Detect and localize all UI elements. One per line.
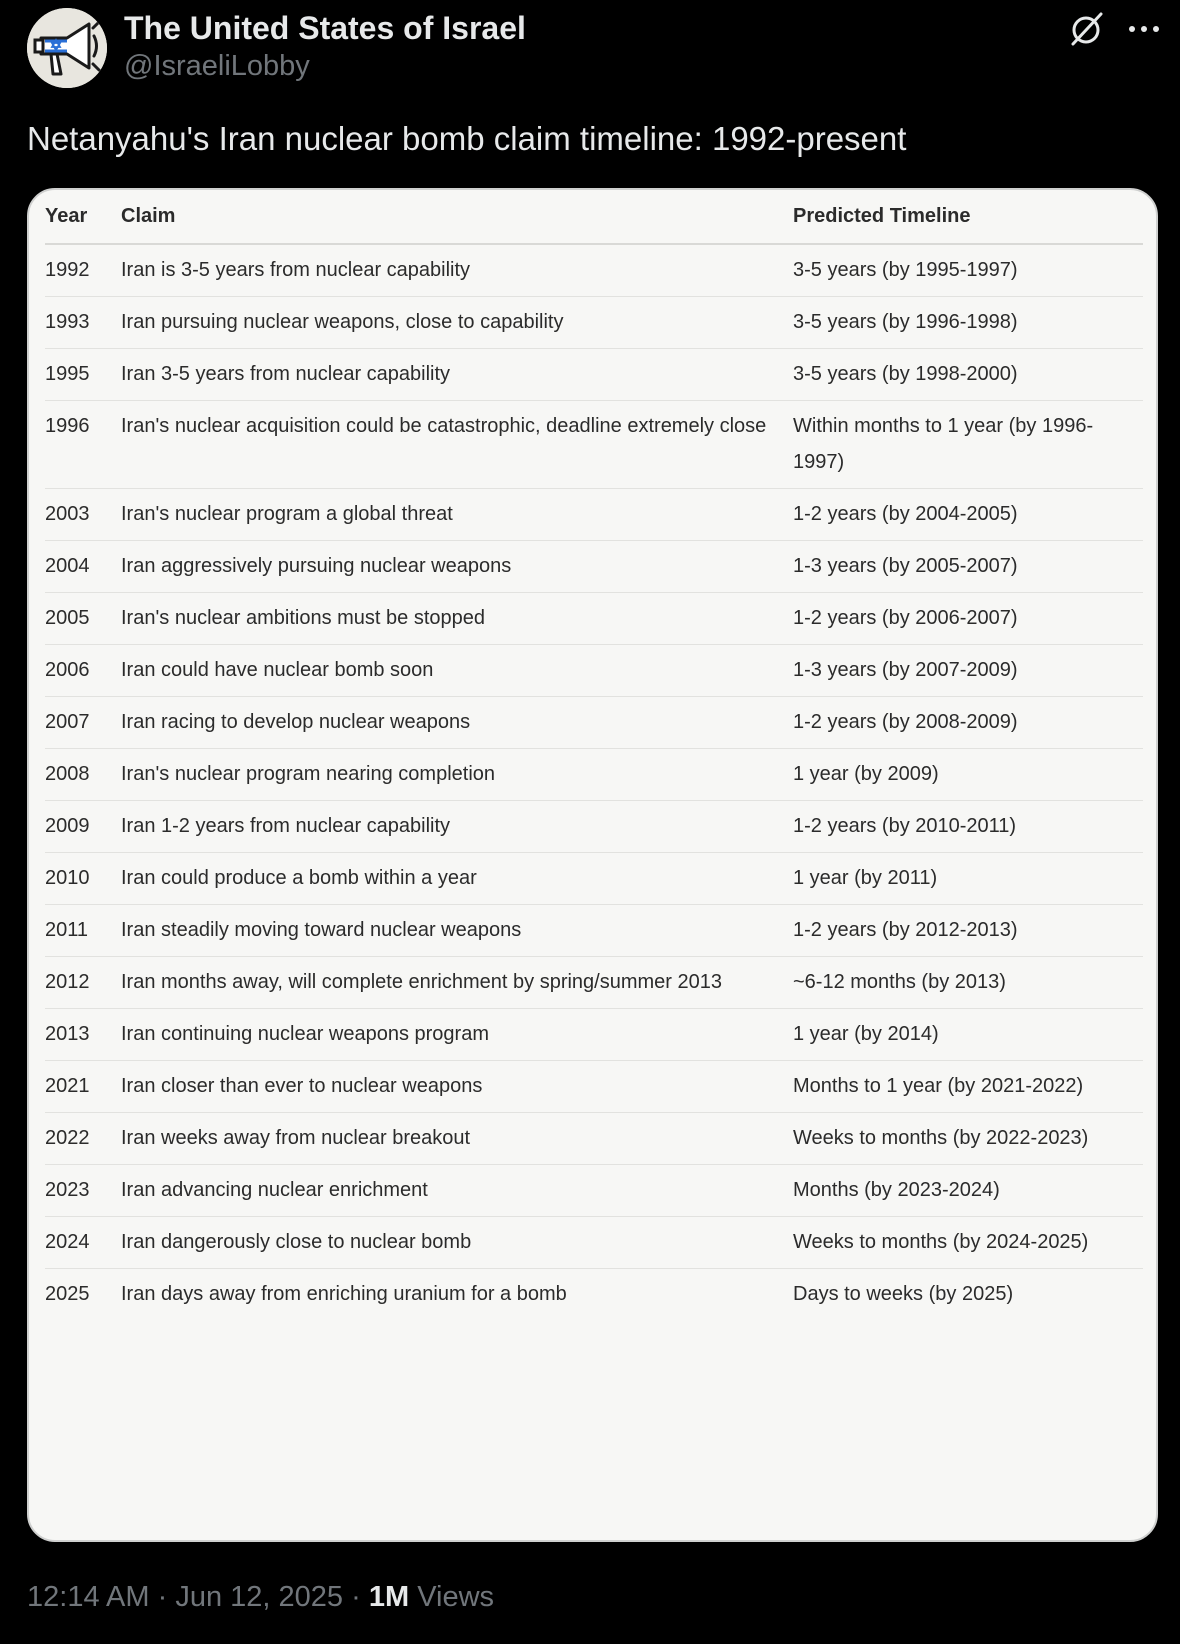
cell-claim: Iran's nuclear ambitions must be stopped	[121, 593, 793, 645]
cell-predicted-timeline: Within months to 1 year (by 1996-1997)	[793, 401, 1143, 489]
cell-claim: Iran aggressively pursuing nuclear weapons	[121, 541, 793, 593]
cell-predicted-timeline: Weeks to months (by 2022-2023)	[793, 1113, 1143, 1165]
cell-year: 1993	[45, 297, 121, 349]
cell-predicted-timeline: Weeks to months (by 2024-2025)	[793, 1217, 1143, 1269]
author-handle[interactable]: @IsraeliLobby	[124, 50, 310, 82]
cell-predicted-timeline: 1-2 years (by 2004-2005)	[793, 489, 1143, 541]
table-row	[45, 749, 1143, 801]
cell-year: 1992	[45, 244, 121, 297]
table-row	[45, 244, 1143, 297]
cell-year: 2013	[45, 1009, 121, 1061]
table-row	[45, 401, 1143, 489]
cell-claim: Iran continuing nuclear weapons program	[121, 1009, 793, 1061]
cell-predicted-timeline: 1-2 years (by 2008-2009)	[793, 697, 1143, 749]
table-row	[45, 697, 1143, 749]
cell-claim: Iran's nuclear program a global threat	[121, 489, 793, 541]
cell-predicted-timeline: Months to 1 year (by 2021-2022)	[793, 1061, 1143, 1113]
grok-icon[interactable]	[1068, 10, 1106, 48]
megaphone-star-of-david-icon	[27, 8, 107, 88]
table-row	[45, 489, 1143, 541]
header-year: Year	[45, 190, 121, 244]
cell-year: 1996	[45, 401, 121, 489]
table-row	[45, 349, 1143, 401]
author-display-name[interactable]: The United States of Israel	[124, 10, 526, 46]
cell-predicted-timeline: 3-5 years (by 1995-1997)	[793, 244, 1143, 297]
table-row	[45, 853, 1143, 905]
cell-year: 2023	[45, 1165, 121, 1217]
table-row	[45, 1269, 1143, 1321]
table-row	[45, 1009, 1143, 1061]
post-time[interactable]: 12:14 AM	[27, 1581, 150, 1613]
cell-claim: Iran's nuclear acquisition could be catastrophic, deadline extremely close	[121, 401, 793, 489]
avatar[interactable]	[27, 8, 107, 88]
cell-predicted-timeline: 3-5 years (by 1998-2000)	[793, 349, 1143, 401]
claims-table	[45, 190, 1143, 1320]
post-date[interactable]: Jun 12, 2025	[175, 1581, 344, 1613]
cell-predicted-timeline: 1-2 years (by 2006-2007)	[793, 593, 1143, 645]
table-row	[45, 593, 1143, 645]
cell-claim: Iran's nuclear program nearing completion	[121, 749, 793, 801]
cell-claim: Iran days away from enriching uranium for a bomb	[121, 1283, 567, 1305]
cell-year: 2022	[45, 1113, 121, 1165]
table-row	[45, 957, 1143, 1009]
cell-predicted-timeline: Months (by 2023-2024)	[793, 1165, 1143, 1217]
cell-claim: Iran is 3-5 years from nuclear capability	[121, 244, 793, 297]
cell-year: 2003	[45, 489, 121, 541]
table-row	[45, 541, 1143, 593]
separator: ·	[351, 1581, 361, 1613]
table-row	[45, 645, 1143, 697]
cell-predicted-timeline: 1 year (by 2011)	[793, 853, 1143, 905]
separator: ·	[157, 1581, 168, 1613]
cell-claim: Iran racing to develop nuclear weapons	[121, 697, 793, 749]
table-row	[45, 297, 1143, 349]
more-options-icon[interactable]	[1124, 12, 1164, 46]
cell-claim: Iran closer than ever to nuclear weapons	[121, 1061, 793, 1113]
table-row	[45, 1217, 1143, 1269]
table-row	[45, 1061, 1143, 1113]
cell-year: 2024	[45, 1217, 121, 1269]
views-count: 1M	[368, 1581, 410, 1613]
attached-image-table[interactable]	[27, 188, 1158, 1542]
cell-claim: Iran could produce a bomb within a year	[121, 853, 793, 905]
cell-predicted-timeline: 1-2 years (by 2010-2011)	[793, 801, 1143, 853]
post-text: Netanyahu's Iran nuclear bomb claim timeline: 1992-present	[27, 120, 907, 157]
cell-year: 2004	[45, 541, 121, 593]
cell-year: 2008	[45, 749, 121, 801]
cell-claim: Iran pursuing nuclear weapons, close to capability	[121, 297, 793, 349]
cell-year: 2010	[45, 853, 121, 905]
cell-predicted-timeline: 1-3 years (by 2005-2007)	[793, 541, 1143, 593]
cell-year: 1995	[45, 349, 121, 401]
cell-claim: Iran dangerously close to nuclear bomb	[121, 1217, 793, 1269]
table-row	[45, 801, 1143, 853]
cell-year: 2005	[45, 593, 121, 645]
cell-predicted-timeline: 1 year (by 2014)	[793, 1009, 1143, 1061]
cell-predicted-timeline: 3-5 years (by 1996-1998)	[793, 297, 1143, 349]
header-claim: Claim	[121, 190, 793, 244]
views-label: Views	[417, 1581, 495, 1613]
cell-year: 2021	[45, 1061, 121, 1113]
cell-claim: Iran steadily moving toward nuclear weapons	[121, 905, 793, 957]
cell-predicted-timeline: 1 year (by 2009)	[793, 749, 1143, 801]
cell-year: 2025	[45, 1283, 90, 1305]
table-header-row	[45, 190, 1143, 244]
cell-year: 2011	[45, 905, 121, 957]
cell-predicted-timeline: Days to weeks (by 2025)	[793, 1283, 1014, 1305]
cell-predicted-timeline: 1-2 years (by 2012-2013)	[793, 905, 1143, 957]
table-row	[45, 1113, 1143, 1165]
cell-claim: Iran 1-2 years from nuclear capability	[121, 801, 793, 853]
cell-year: 2009	[45, 801, 121, 853]
cell-claim: Iran could have nuclear bomb soon	[121, 645, 793, 697]
post-metadata	[27, 1581, 494, 1614]
cell-claim: Iran advancing nuclear enrichment	[121, 1165, 793, 1217]
table-row	[45, 1165, 1143, 1217]
cell-predicted-timeline: ~6-12 months (by 2013)	[793, 957, 1143, 1009]
table-row	[45, 905, 1143, 957]
cell-claim: Iran 3-5 years from nuclear capability	[121, 349, 793, 401]
cell-claim: Iran weeks away from nuclear breakout	[121, 1113, 793, 1165]
cell-claim: Iran months away, will complete enrichment by spring/summer 2013	[121, 957, 793, 1009]
cell-year: 2007	[45, 697, 121, 749]
cell-year: 2006	[45, 645, 121, 697]
header-predicted-timeline: Predicted Timeline	[793, 190, 1143, 244]
cell-predicted-timeline: 1-3 years (by 2007-2009)	[793, 645, 1143, 697]
cell-year: 2012	[45, 957, 121, 1009]
